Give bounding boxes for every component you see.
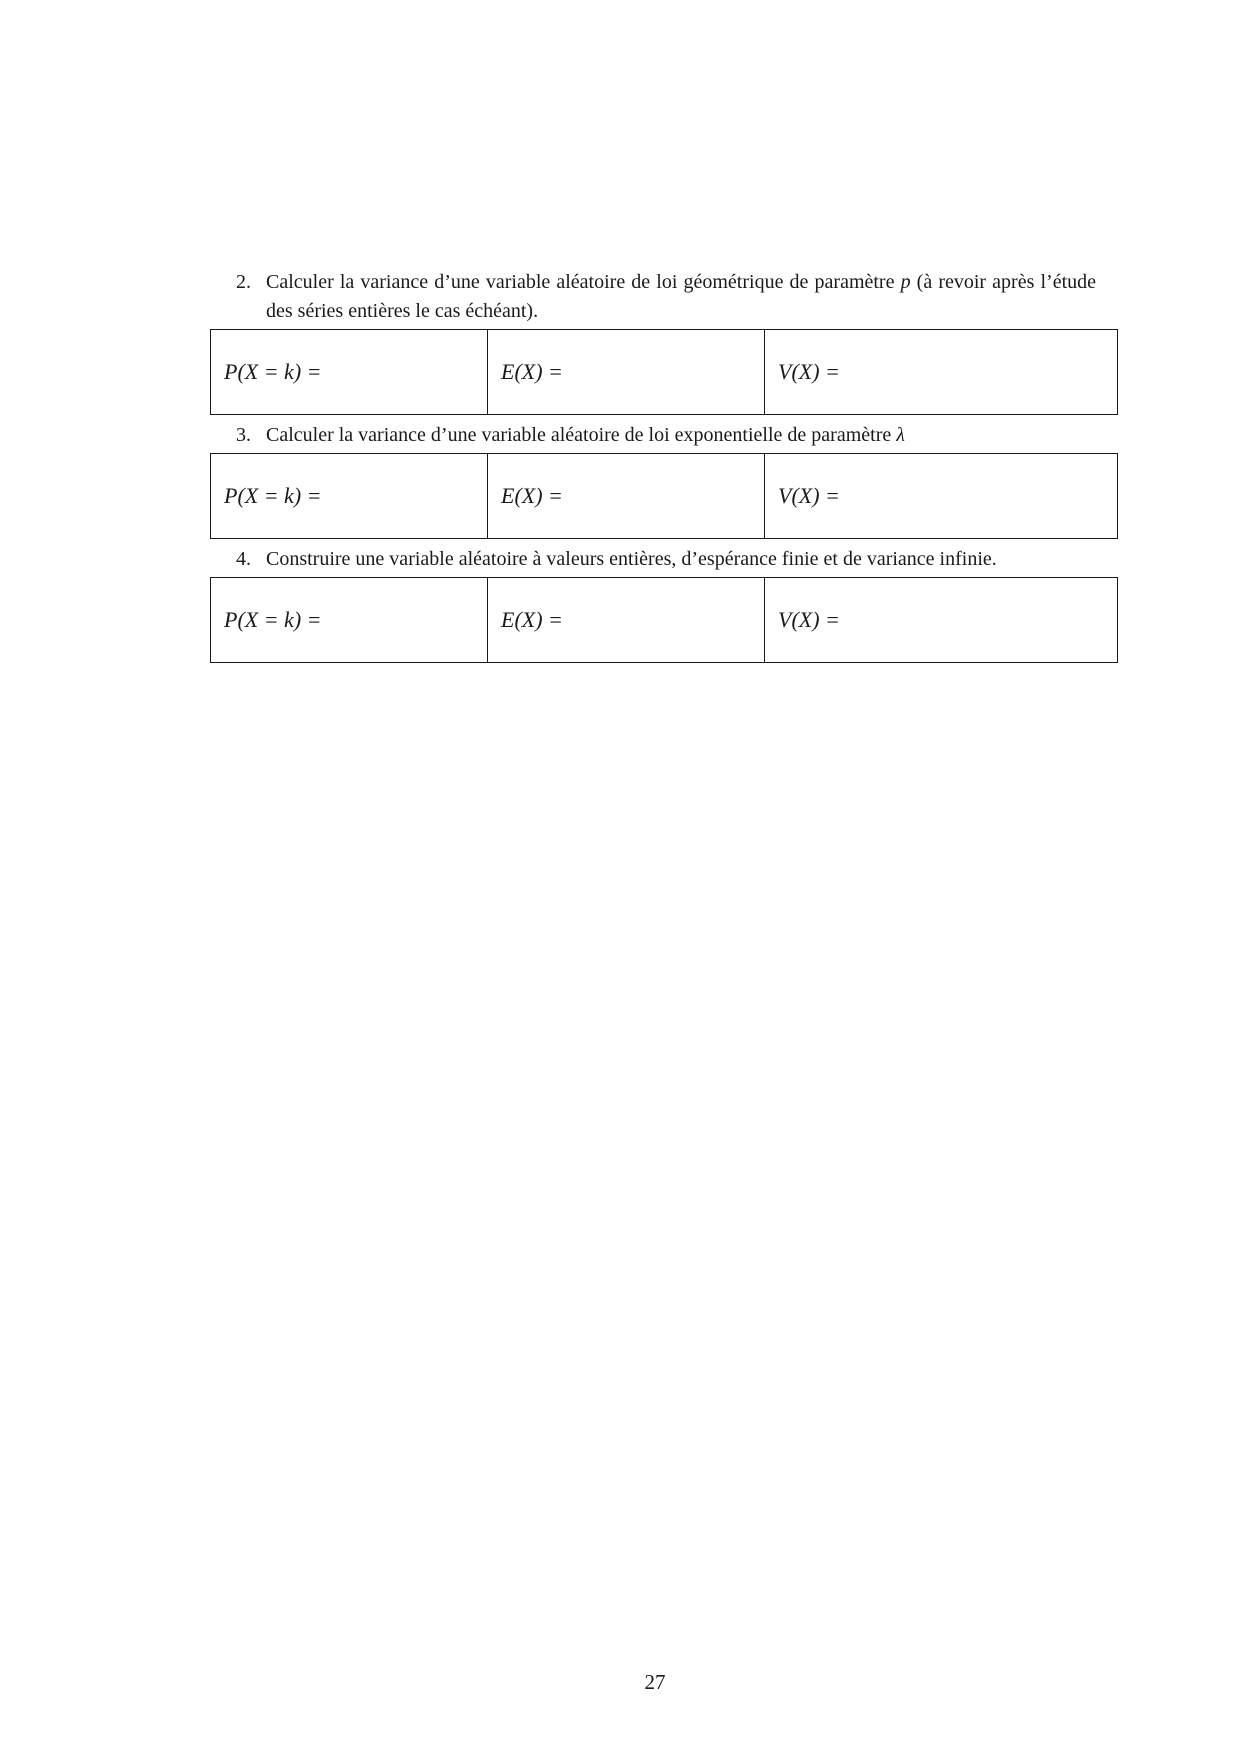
exercise-2: [210, 268, 1118, 415]
exercise-2-answer-table: [210, 329, 1118, 415]
table-row: [211, 330, 1118, 415]
exercise-3: [210, 421, 1118, 539]
table-row: [211, 578, 1118, 663]
variance-cell[interactable]: V(X) =: [765, 578, 1118, 663]
exercise-3-number: 3.: [236, 424, 251, 446]
exercise-2-number: 2.: [236, 271, 251, 293]
exercise-2-question: [210, 268, 1118, 326]
probability-cell[interactable]: P(X = k) =: [211, 454, 488, 539]
exercise-3-parameter: λ: [896, 424, 905, 446]
exercise-2-text: Calculer la variance d’une variable aléatoire de loi géométrique de paramètre: [266, 271, 901, 293]
exercise-4-text: Construire une variable aléatoire à valeurs entières, d’espérance finie et de variance infinie.: [266, 548, 997, 570]
exercise-2-parameter: p: [900, 271, 911, 293]
variance-cell[interactable]: V(X) =: [765, 454, 1118, 539]
exercise-4: [210, 545, 1118, 663]
exercise-3-question: [210, 421, 1118, 450]
exercise-3-answer-table: [210, 453, 1118, 539]
probability-cell[interactable]: P(X = k) =: [211, 330, 488, 415]
page-number: 27: [644, 1670, 666, 1694]
variance-cell[interactable]: V(X) =: [765, 330, 1118, 415]
exercise-2-text-end: (à revoir après l’étude des séries entières le cas échéant).: [266, 271, 1097, 322]
exercise-4-answer-table: [210, 577, 1118, 663]
probability-cell[interactable]: P(X = k) =: [211, 578, 488, 663]
exercise-3-text: Calculer la variance d’une variable aléatoire de loi exponentielle de paramètre: [266, 424, 897, 446]
expectation-cell[interactable]: E(X) =: [488, 578, 765, 663]
exercise-4-number: 4.: [236, 548, 251, 570]
table-row: [211, 454, 1118, 539]
exercise-list: [210, 268, 1118, 669]
expectation-cell[interactable]: E(X) =: [488, 454, 765, 539]
expectation-cell[interactable]: E(X) =: [488, 330, 765, 415]
exercise-4-question: [210, 545, 1118, 574]
